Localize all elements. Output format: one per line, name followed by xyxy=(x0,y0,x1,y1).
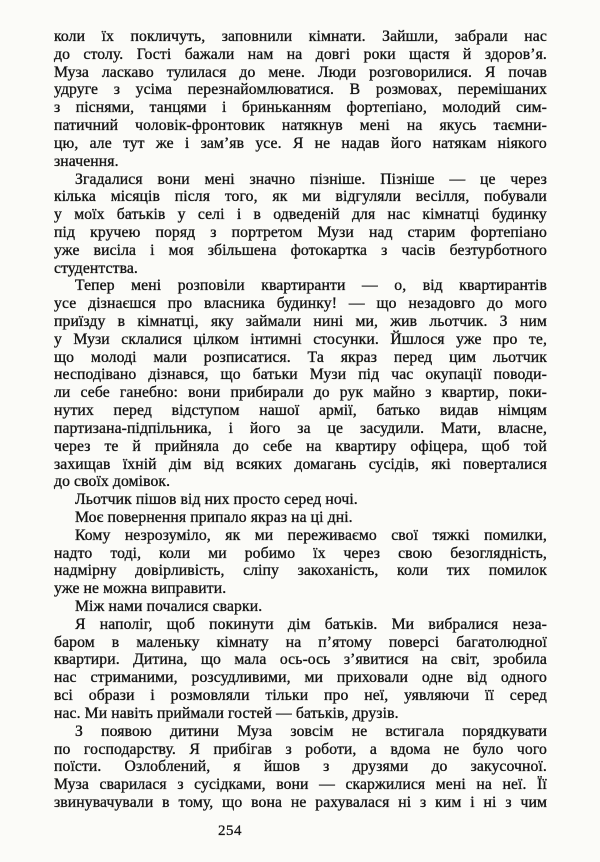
text-line: несподівано дізнався, що батьки Музи під час окупації поводи- xyxy=(54,366,547,384)
text-line: що молоді мали розписатися. Та якраз перед цим льотчик xyxy=(54,348,547,366)
text-line: студентства. xyxy=(54,259,138,277)
text-line: захищав їхній дім від всяких домагань сусідів, які поверталися xyxy=(54,455,547,473)
text-line: Кому незрозуміло, як ми переживаємо свої тяжкі помилки, xyxy=(75,526,547,544)
text-line: кілька місяців після того, як ми відгуляли весілля, побували xyxy=(54,188,547,206)
page-text xyxy=(54,28,547,812)
text-line: у Музи склалися цілком інтимні стосунки. Йшлося уже про те, xyxy=(54,330,547,348)
text-line: через те й прийняла до себе на квартиру офіцера, щоб той xyxy=(54,437,547,455)
text-line: уже не можна виправити. xyxy=(54,580,227,598)
text-line: усе дізнаєшся про власника будинку! — що незадовго до мого xyxy=(54,295,547,313)
text-line: Я наполіг, щоб покинути дім батьків. Ми вибралися неза- xyxy=(75,615,547,633)
text-line: по господарству. Я прибігав з роботи, а вдома не було чого xyxy=(54,740,547,758)
text-line: Муза сварилася з сусідками, вони — скаржилися мені на неї. Її xyxy=(54,776,547,794)
text-line: нутих перед відступом нашої армії, батько видав німцям xyxy=(54,402,547,420)
text-line: Моє повернення припало якраз на ці дні. xyxy=(75,508,353,526)
text-line: партизана-підпільника, і його за це засудили. Мати, власне, xyxy=(54,419,547,437)
text-line: Згадалися вони мені значно пізніше. Пізніше — це через xyxy=(75,170,547,188)
text-line: Льотчик пішов від них просто серед ночі. xyxy=(75,491,358,509)
text-line: звинувачували в тому, що вона не рахувалася ні з ким і ні з чим xyxy=(54,793,547,811)
text-line: удруге з усіма перезнайомлюватися. В розмовах, перемішаних xyxy=(54,81,547,99)
text-line: квартири. Дитина, що мала ось-ось з’явитися на світ, зробила xyxy=(54,651,547,669)
text-line: патичний чоловік-фронтовик натякнув мені на якусь таємни- xyxy=(54,117,547,135)
text-line: нас. Ми навіть приймали гостей — батьків, друзів. xyxy=(54,704,399,722)
text-line: нас стриманими, розсудливими, ми приховали одне від одного xyxy=(54,669,547,687)
text-line: приїзду в кімнатці, яку займали нині ми, жив льотчик. З ним xyxy=(54,313,547,330)
text-line: поїсти. Озлоблений, я йшов з друзями до закусочної. xyxy=(54,758,547,776)
text-line: цю, але тут же і зам’яв усе. Я не надав його натякам ніякого xyxy=(54,134,547,152)
text-line: з піснями, танцями і бриньканням фортепіано, молодий сим- xyxy=(54,99,547,117)
text-line: значення. xyxy=(54,152,119,170)
text-line: Між нами почалися сварки. xyxy=(75,598,263,615)
text-line: до своїх домівок. xyxy=(54,473,171,491)
text-line: надмірну довірливість, сліпу закоханість, коли тих помилок xyxy=(54,562,547,580)
text-line: всі образи і розмовляли тільки про неї, уявляючи її серед xyxy=(54,687,547,705)
page-number: 254 xyxy=(218,823,242,839)
text-line: під кручею поряд з портретом Музи над старим фортепіано xyxy=(54,223,547,241)
text-line: баром в маленьку кімнату на п’ятому поверсі багатолюдної xyxy=(54,633,547,651)
text-line: З появою дитини Муза зовсім не встигала порядкувати xyxy=(75,722,547,740)
text-line: ли себе ганебно: вони прибирали до рук майно з квартир, поки- xyxy=(54,384,547,402)
text-line: Муза ласкаво тулилася до мене. Люди розговорилися. Я почав xyxy=(54,63,547,81)
text-line: уже висіла і моя збільшена фотокартка з часів безтурботного xyxy=(54,241,547,259)
text-line: надто тоді, коли ми робимо їх через свою безоглядність, xyxy=(54,544,547,562)
text-line: коли їх покличуть, заповнили кімнати. Зайшли, забрали нас xyxy=(54,28,547,45)
text-line: Тепер мені розповіли квартиранти — о, від квартирантів xyxy=(75,277,547,295)
text-line: до столу. Гості бажали нам на довгі роки щастя й здоров’я. xyxy=(54,45,547,63)
text-line: у моїх батьків у селі і в одведеній для нас кімнатці будинку xyxy=(54,206,547,224)
